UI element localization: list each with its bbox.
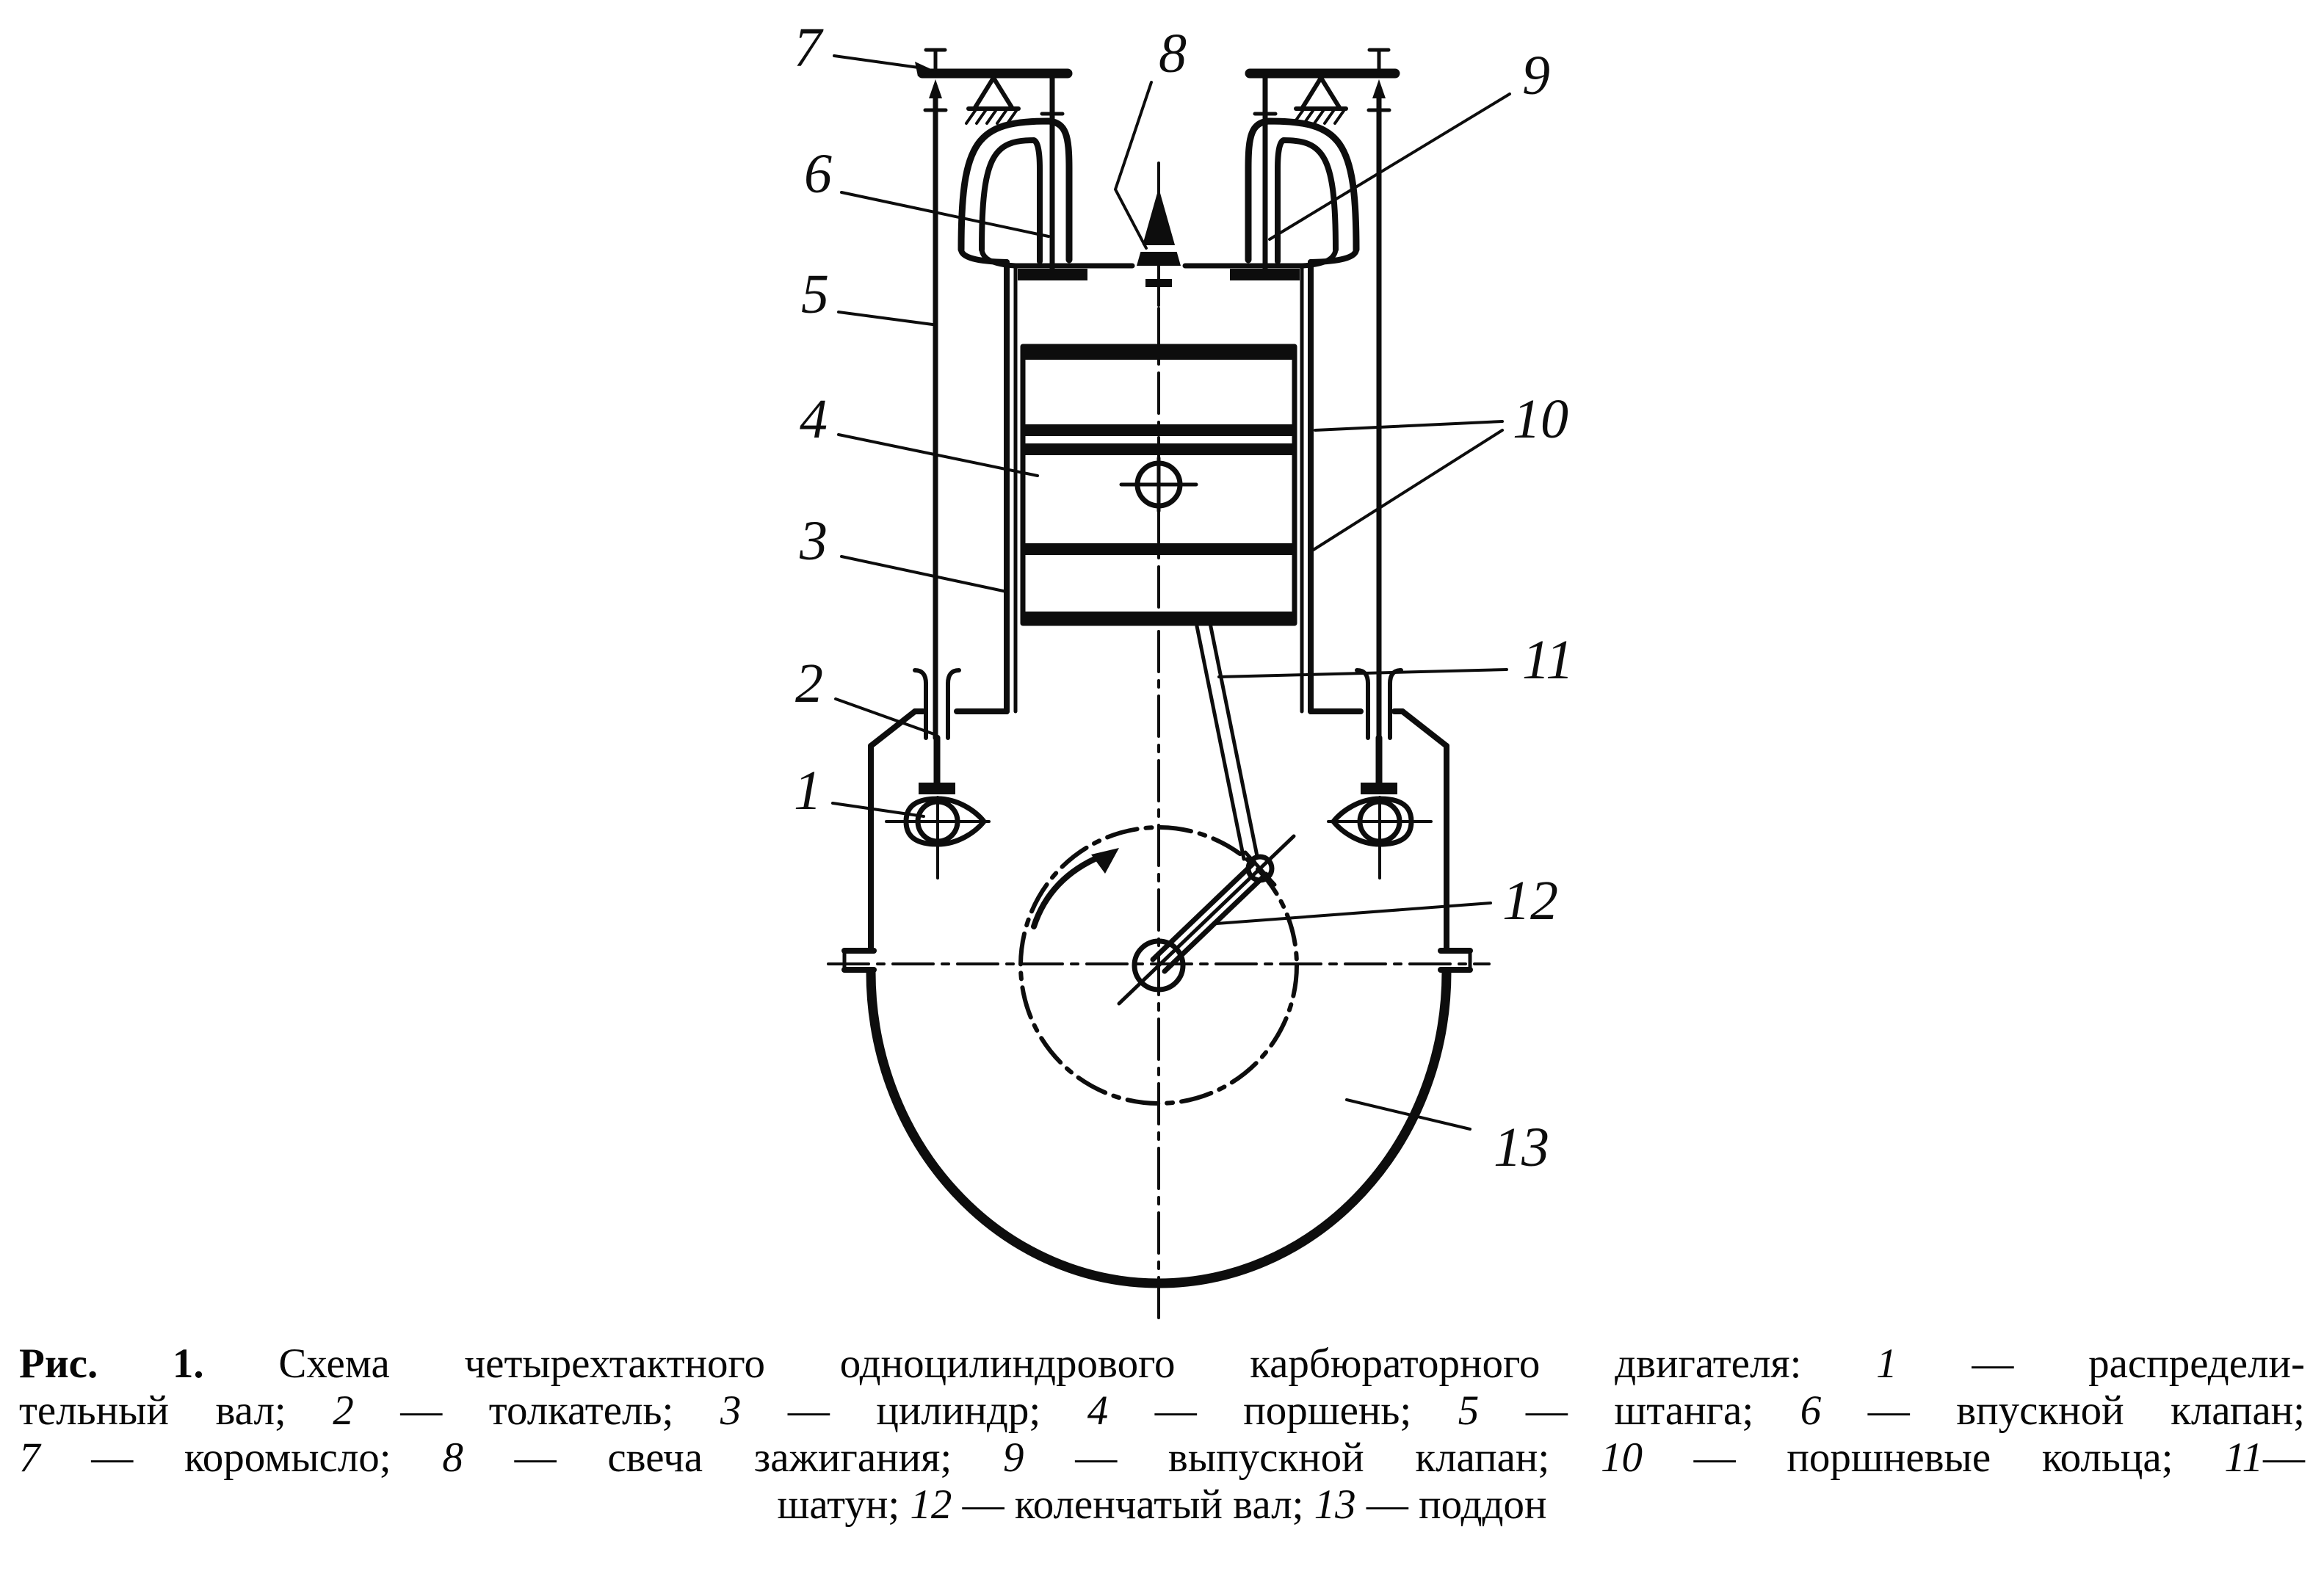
- leader-line-9: [1270, 94, 1510, 239]
- leader-line-8: [1115, 82, 1151, 248]
- leader-line-12: [1217, 903, 1491, 924]
- callout-4: 4: [800, 388, 828, 450]
- callout-7: 7: [794, 17, 822, 79]
- caption-segment: — поддон: [1355, 1481, 1547, 1528]
- caption-segment: 7: [19, 1435, 40, 1481]
- intake-valve: [1018, 78, 1087, 280]
- caption-segment: — распредели-: [1897, 1341, 2305, 1387]
- caption-segment: тельный вал;: [19, 1388, 333, 1434]
- caption-segment: —: [2263, 1435, 2305, 1481]
- caption-segment: — поршень;: [1108, 1388, 1458, 1434]
- caption-segment: Схема четырехтактного одноцилиндрового карбюраторного двигателя:: [278, 1341, 1877, 1387]
- caption-segment: — свеча зажигания;: [463, 1435, 1003, 1481]
- rocker-pivot-left: [974, 78, 1013, 109]
- rocker-pivot-right: [1302, 78, 1340, 109]
- exhaust-valve: [1230, 78, 1300, 280]
- caption-segment: 1: [1876, 1341, 1897, 1387]
- camshaft-cam-left: [886, 797, 989, 878]
- callout-11: 11: [1521, 629, 1574, 691]
- caption-segment: 6: [1800, 1388, 1822, 1434]
- caption-segment: — коромысло;: [40, 1435, 443, 1481]
- caption-segment: 4: [1087, 1388, 1109, 1434]
- piston-ring-2: [1023, 443, 1295, 455]
- caption-segment: Рис. 1.: [19, 1341, 279, 1387]
- caption-segment: — коленчатый вал;: [952, 1481, 1314, 1528]
- callout-8: 8: [1159, 23, 1187, 84]
- callout-13: 13: [1494, 1117, 1549, 1178]
- leader-line-10a: [1315, 421, 1502, 430]
- piston-crown: [1023, 347, 1295, 360]
- callout-10: 10: [1513, 388, 1568, 450]
- callout-9: 9: [1522, 45, 1550, 106]
- piston-ring-3: [1023, 543, 1295, 555]
- spark-plug: [1137, 163, 1181, 305]
- figure-caption: [0, 1330, 2324, 1528]
- caption-segment: 11: [2224, 1435, 2263, 1481]
- caption-line-2: [19, 1388, 2305, 1435]
- leader-line-10b: [1312, 430, 1502, 551]
- connecting-rod: [1197, 623, 1257, 859]
- callout-3: 3: [800, 510, 828, 572]
- caption-segment: 9: [1002, 1435, 1024, 1481]
- caption-segment: — поршневые кольца;: [1642, 1435, 2225, 1481]
- leader-line-5: [839, 312, 933, 324]
- callout-12: 12: [1502, 870, 1558, 932]
- caption-line-1: [19, 1341, 2305, 1388]
- piston-ring-1: [1023, 424, 1295, 436]
- caption-segment: 10: [1600, 1435, 1643, 1481]
- callout-numbers: [794, 17, 1574, 1178]
- caption-segment: — цилиндр;: [741, 1388, 1087, 1434]
- piston-skirt-edge: [1023, 612, 1295, 623]
- leader-line-6: [841, 192, 1049, 236]
- callout-2: 2: [795, 653, 823, 714]
- caption-segment: 5: [1458, 1388, 1480, 1434]
- caption-segment: 13: [1314, 1481, 1356, 1528]
- camshaft-cam-right: [1328, 797, 1431, 878]
- caption-segment: 8: [442, 1435, 463, 1481]
- caption-segment: 3: [720, 1388, 742, 1434]
- caption-segment: — выпускной клапан;: [1024, 1435, 1601, 1481]
- caption-segment: 2: [333, 1388, 354, 1434]
- leader-line-3: [841, 556, 1007, 592]
- caption-segment: шатун;: [777, 1481, 911, 1528]
- leader-line-7: [834, 56, 924, 68]
- caption-segment: — впускной клапан;: [1821, 1388, 2305, 1434]
- caption-segment: 12: [910, 1481, 952, 1528]
- caption-segment: — штанга;: [1479, 1388, 1800, 1434]
- caption-segment: — толкатель;: [353, 1388, 720, 1434]
- callout-6: 6: [804, 143, 832, 205]
- leader-line-2: [836, 699, 934, 734]
- caption-line-3: [19, 1435, 2305, 1481]
- callout-1: 1: [794, 760, 822, 822]
- callout-5: 5: [801, 264, 829, 325]
- caption-line-4: [19, 1481, 2305, 1528]
